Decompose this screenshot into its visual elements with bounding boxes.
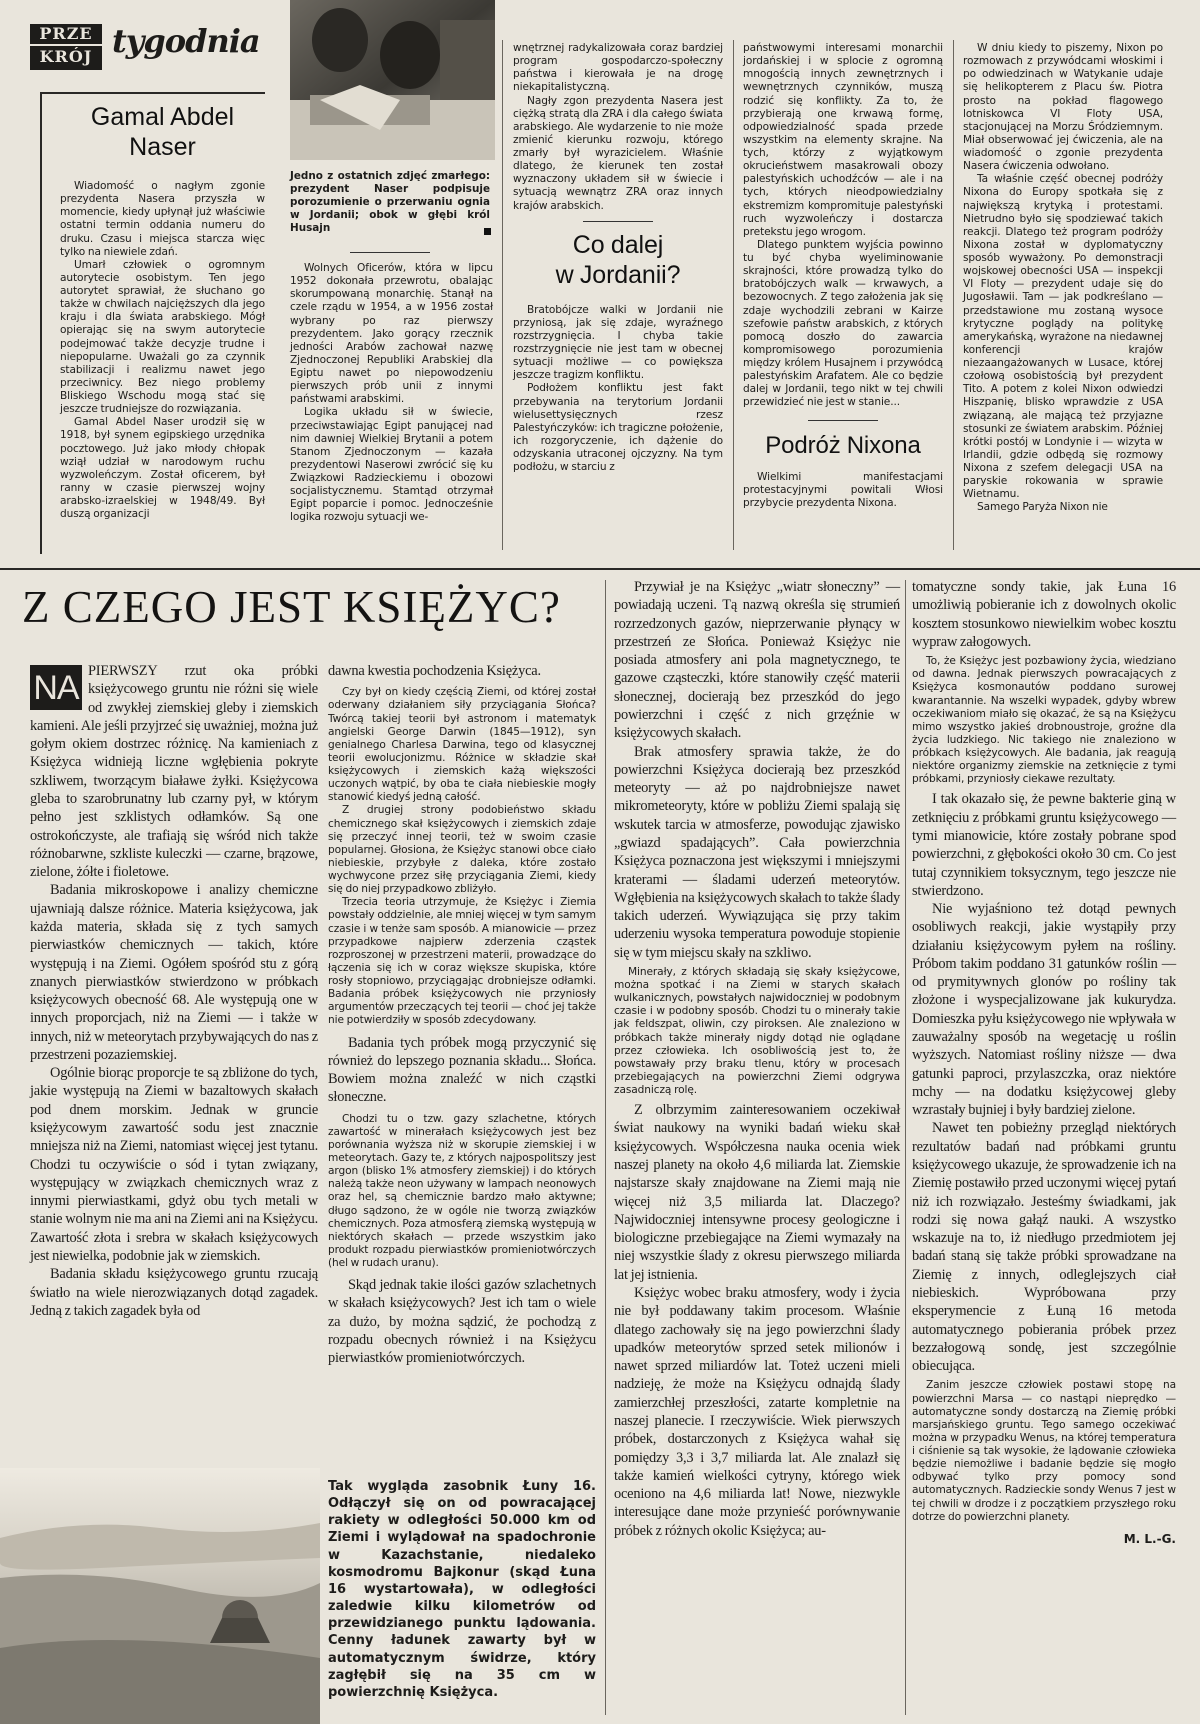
col-naser xyxy=(40,92,265,554)
moon-col-d: tomatyczne sondy takie, jak Łuna 16 umożliwią pobieranie ich z dowolnych okolic kosztem stosunkowo niewielkim wobec kosztu wypraw załogowych. To, że Księżyc jest pozbawiony życia, wiedziano od dawna. Jednak pierwszych powracających z Księżyca kosmonautów poddano surowej kwarantannie. Na wszelki wypadek, gdyby wbrew oczekiwaniom miało się okazać, że są na Księżycu mimo wszystko jakieś drobnoustroje, groźne dla życia ludzkiego. Nic takiego nie znaleziono w próbkach księżycowych. Ale badania, jak reagują niektóre organizmy ziemskie na zetknięcie z tymi próbkami, przyniosły ciekawe rezultaty. I tak okazało się, że pewne bakterie giną w zetknięciu z próbkami gruntu księżycowego — tymi mianowicie, które zostały pobrane spod powierzchni, z głębokości około 30 cm. Co jest tutaj czynnikiem toksycznym, tego jeszcze nie stwierdzono. Nie wyjaśniono też dotąd pewnych osobliwych reakcji, jakie wystąpiły przy działaniu księżycowym pyłem na rośliny. Próbom takim poddano 31 gatunków roślin — od prymitywnych glonów po rośliny tak złożone i wyspecjalizowane jak kukurydza. Domieszka pyłu księżycowego nie wpływała w zauważalny sposób na wegetację u roślin wyższych. Natomiast rośliny niższe — dwa gatunki paproci, przylaszczka, oraz niektóre mchy — na dodatku księżycowej gleby wzrastały bujniej i były bardziej zielone. Nawet ten pobieżny przegląd niektórych rezultatów badań nad próbkami gruntu księżycowego ukazuje, że sprowadzenie ich na Ziemię postawiło przed uczonymi więcej pytań niż ich rozwiązało. Jesteśmy świadkami, jak rodzi się nowa gałąź nauki. A wszystko wskazuje na to, iż niedługo przedmiotem jej badań staną się także próbki sprowadzane na Ziemię z innych, odleglejszych ciał niebieskich. Wypróbowana przy eksperymencie z Łuną 16 metoda automatycznego pobierania próbek przez bezzałogową sondę, jest szczególnie obiecująca. Zanim jeszcze człowiek postawi stopę na powierzchni Marsa — co nastąpi nieprędko — automatyczne sondy dostarczą na Ziemię próbki marsjańskiego gruntu. Tego samego oczekiwać można w przypadku Wenus, na której temperatura i ciśnienie są tak wysokie, że lądowanie człowieka będzie niemożliwe i badanie będzie się mogło odbywać tylko przy pomocy sond automatycznych. Radzieckie sondy Wenus 7 jest w tej chwili w drodze i z początkiem przyszłego roku dotrze do powierzchni planety. M. L.-G. xyxy=(912,579,1176,1546)
masthead-script: tygodnia xyxy=(112,22,260,60)
short-rule xyxy=(350,252,430,253)
rule xyxy=(605,580,606,1715)
rule xyxy=(905,580,906,1715)
naser-title-2: Naser xyxy=(129,133,196,161)
logo: PRZE KRÓJ xyxy=(30,24,102,70)
col-jordan: wnętrznej radykalizowała coraz bardziej program gospodarczo-społeczny państwa i kierowała je na drogę niekapitalistyczną. Nagły zgon prezydenta Nasera jest ciężką stratą dla ZRA i dla całego świata arabskiego. Ale wydarzenie to nie może zmienić kierunku rozwoju, którego zmarły był wyrazicielem. Właśnie dlatego, że kierunek ten został wyznaczony układem sił w świecie i sytuacją wewnątrz ZRA oraz innych krajów arabskich. Co dalej w Jordanii? Bratobójcze walki w Jordanii nie przyniosą, jak się zdaje, wyraźnego rozstrzygnięcia. I chyba takie rozstrzygnięcie nie jest tam w obecnej sytuacji możliwe — co powiększa jeszcze tragizm konfliktu. Podłożem konfliktu jest fakt przebywania na terytorium Jordanii wielusettysięcznych rzesz Palestyńczyków: ich tragiczne położenie, ich rozgoryczenie, ich dążenie do odzyskania utraconej ojczyzny. Na tym podłożu, w starciu z xyxy=(513,42,723,474)
photo-luna16-caption: Tak wygląda zasobnik Łuny 16. Odłączył się on od powracającej rakiety w odległości 50.000 km od Ziemi i wylądował na spadochronie w Kazachstanie, niedaleko kosmodromu Bajkonur (skąd Łuna 16 wystartowała), w odległości zaledwie kilku kilometrów od przewidzianego punktu lądowania. Cenny ładunek zawarty był w automatycznym świdrze, który zagłębił się na 35 cm w powierzchnię Księżyca. xyxy=(328,1479,596,1700)
col-jordan-2: państwowymi interesami monarchii jordańskiej i w splocie z ogromną mnogością innych zewnętrznych i wewnętrznych czynników, muszą rodzić się konflikty. Za to, że przybierają one krwawą formę, odpowiedzialność spada przede wszystkim na elementy skrajne. Na tych, którzy z wyjątkowym okrucieństwem masakrowali obozy palestyńskich uchodźców — ale i na tych, których nieodpowiedzialny ekstremizm kompromituje palestyński ruch wyzwoleńczy i dostarcza pretekstu jego wrogom. Dlatego punktem wyjścia powinno tu być chyba wyeliminowanie skrajności, które prowadzą tylko do bratobójczych walk — krwawych, a bezowocnych. Z tego założenia jak się zdaje wychodzili zebrani w Kairze szefowie państw arabskich, z których pomocą doszło do zawarcia kompromisowego porozumienia między królem Husajnem i przywódcą palestyńskim Arafatem. Ale co będzie dalej w Jordanii, tego nikt w tej chwili przewidzieć nie jest w stanie... Podróż Nixona Wielkimi manifestacjami protestacyjnymi powitali Włosi przybycie prezydenta Nixona. xyxy=(743,42,943,509)
moon-col-a: NA PIERWSZY rzut oka próbki księżycowego gruntu nie różni się wiele od zwykłej ziemskiej gleby i ziemskich kamieni. Ale jeśli przyjrzeć się uważniej, można już gołym okiem dostrzec różnicę. Na kamieniach z Księżyca widnieją liczne wgłębienia pokryte szkliwem, tworzącym białawe żyłki. Księżycowa gleba to szarobrunatny lub czarny pył, w którym pełno jest szklistych odłamków. Są one ostrokończyste, ale trafiają się wśród nich także różnobarwne, szkliste kuleczki — czarne, brązowe, zielone, żółte i fioletowe. Badania mikroskopowe i analizy chemiczne ujawniają dalsze różnice. Materia księżycowa, jak każda materia, składa się z tych samych pierwiastków chemicznych — takich, które występują i na Ziemi. Ogółem spośród stu z górą znanych pierwiastków stwierdzono w próbkach księżycowych obecność 68. Ale występują one w innych proporcjach, niż na Ziemi — i także w innych, niż w meteorytach przybywających do nas z przestrzeni pozaziemskiej. Ogólnie biorąc proporcje te są zbliżone do tych, jakie występują na Ziemi w bazaltowych skałach pod dnem morskim. Jednak w gruncie księżycowym zawartość sodu jest znacznie mniejsza niż na Ziemi, natomiast więcej jest tytanu. Chodzi tu oczywiście o sód i tytan związany, występujący w związkach chemicznych wraz z innymi pierwiastkami, gdyż obu tych metali w stanie wolnym nie ma ani na Ziemi ani na Księżycu. Zawartość złota i srebra w skałach księżycowych jest niewielka, podobnie jak w ziemskich. Badania składu księżycowego gruntu rzucają światło na wiele nierozwiązanych dotąd zagadek. Jedną z takich zagadek była od xyxy=(30,663,318,1319)
photo-naser-caption: Jedno z ostatnich zdjęć zmarłego: prezydent Naser podpisuje porozumienie o przerwaniu ognia w Jordanii; obok w głębi król Husajn xyxy=(290,170,490,234)
dropcap: NA xyxy=(30,665,82,710)
naser-title-1: Gamal Abdel xyxy=(90,103,235,131)
moon-col-b: dawna kwestia pochodzenia Księżyca. Czy był on kiedy częścią Ziemi, od której został oderwany działaniem siły przyciągania Słońca? Twórcą takiej teorii był astronom i matematyk angielski George Darwin (1845—1912), syn genialnego Charlesa Darwina, tego od klasycznej teorii ewolucjonizmu. Różnice w składzie skał księżycowych i ziemskich każą większości uczonych wątpić, by oba te ciała niebieskie mogły stanowić kiedyś jedną całość. Z drugiej strony podobieństwo składu chemicznego skał księżycowych i ziemskich zdaje się przeczyć innej teorii, też w swoim czasie popularnej. Głosiona, że Księżyc stanowi obce ciało niebieskie, przybyłe z daleka, które zostało wychwycone przez siłę przyciągania Ziemi, kiedy się do niej przypadkowo zbliżyło. Trzecia teoria utrzymuje, że Księżyc i Ziemia powstały oddzielnie, ale mniej więcej w tym samym czasie i w tenże sam sposób. A mianowicie — przez przypadkowe najpierw zderzenia cząstek rozproszonej w przestrzeni materii, prowadzące do łączenia się ich w coraz większe skupiska, które rosły stopniowo, przyciągając drobniejsze odłamki. Badania próbek księżycowych nie przyniosły argumentów przeczących tej teorii — choć jej także nie potwierdziły w sposób zdecydowany. Badania tych próbek mogą przyczynić się również do lepszego poznania składu... Słońca. Bowiem można znaleźć w nich cząstki słoneczne. Chodzi tu o tzw. gazy szlachetne, których zawartość w minerałach księżycowych jest bez porównania wyższa niż w skorupie ziemskiej i w meteorytach. Gazy te, z których najpospolitszy jest argon (blisko 1% atmosfery ziemskiej) i do których należą także neon używany w lampach neonowych oraz hel, są chemicznie bardzo mało aktywne; długo sądzono, że w ogóle nie tworzą związków chemicznych. Poza atmosferą ziemską występują w niektórych skałach — przede wszystkim jako produkt rozpadu pierwiastków promieniotwórczych (hel w rudach uranu). Skąd jednak takie ilości gazów szlachetnych w skałach księżycowych? Jest ich tam o wiele za dużo, by można sądzić, że pochodzą z rozpadu obecnych również i na Księżycu pierwiastków promieniotwórczych. xyxy=(328,663,596,1367)
short-rule xyxy=(808,420,878,421)
moon-title: Z CZEGO JEST KSIĘŻYC? xyxy=(22,582,561,632)
photo-luna16 xyxy=(0,1468,320,1724)
nixon-title: Podróż Nixona xyxy=(765,431,921,459)
photo-naser xyxy=(290,0,495,160)
photo-naser-image xyxy=(290,0,495,160)
short-rule xyxy=(583,221,653,222)
rule xyxy=(953,40,954,550)
jordan-title-2: w Jordanii? xyxy=(555,260,681,289)
col-nixon: W dniu kiedy to piszemy, Nixon po rozmowach z przywódcami włoskimi i po odwiedzinach w Watykanie udaje się helikopterem z Placu św. Piotra prosto na pokład flagowego lotniskowca VI Floty USA, stacjonującej na Morzu Śródziemnym. Miał obserwować jej ćwiczenia, ale na wiadomość o zgonie prezydenta Nasera ćwiczenia odwołano. Ta właśnie część obecnej podróży Nixona do Europy spotkała się z największą krytyką i protestami. Nietrudno było się spodziewać takich reakcji. Dlatego też program podróży Nixona został w dyplomatyczny sposób wyważony. Po demonstracji wojskowej obecności USA — inspekcji VI Floty — prezydent udaje się do Jugosławii. Tam — jak podkreślano — przedstawione mu zostaną wysoce krytyczne poglądy na politykę amerykańską, wyrażone na niedawnej konferencji krajów niezaangażowanych w Lusace, której czołową osobistością był prezydent Tito. A potem z kolei Nixon odwiedzi Hiszpanię, blisko wprawdzie z USA związaną, ale mającą też przyjazne stosunki ze światem arabskim. Później krótki postój w Londynie i — wizyta w Irlandii, gdzie odbędą się rozmowy Nixona z szefem delegacji USA na paryskie rokowania w sprawie Wietnamu. Samego Paryża Nixon nie xyxy=(963,42,1163,514)
moon-col-c: Przywiał je na Księżyc „wiatr słoneczny” — powiadają uczeni. Tą nazwą określa się strumień rozrzedzonych gazów, nieprzerwanie płynący w przestrzeń ze Słońca. Ponieważ Księżyc nie posiada atmosfery ani pola magnetycznego, te gazowe cząsteczki, które stanowiły część materii słonecznej, docierają bez przeszkód do jego powierzchni i część z nich grzęźnie w księżycowych skałach. Brak atmosfery sprawia także, że do powierzchni Księżyca docierają bez przeszkód meteoryty — aż po najdrobniejsze nawet mikrometeoryty, które w pobliżu Ziemi spalają się wskutek tarcia w atmosferze, powodując zjawisko „gwiazd spadających”. Cała powierzchnia Księżyca poznaczona jest większymi i mniejszymi kraterami — śladami uderzeń meteorytów. Wgłębienia na księżycowych skałach to także ślady takich uderzeń. Wywiązująca się przy takim uderzeniu wysoka temperatura powoduje stopienie się w tym miejscu skały na szkliwo. Minerały, z których składają się skały księżycowe, można spotkać i na Ziemi w starych skałach wulkanicznych, powstałych najwidoczniej w podobnym czasie i w podobny sposób. Chodzi tu o minerały takie jak feldszpat, oliwin, czy piroksen. Ale znaleziono w próbkach także minerały nigdy dotąd nie oglądane przez człowieka. Ich osobliwością jest to, że powstawały przy braku tlenu, który w procesach przebiegających na powierzchni Ziemi odgrywa zasadniczą rolę. Z olbrzymim zainteresowaniem oczekiwał świat naukowy na wyniki badań wieku skał księżycowych. Współczesna nauka ocenia wiek naszej planety na około 4,6 miliarda lat. Ziemskie najstarsze skały znajdowane na Ziemi mają nie więcej niż 3,5 miliarda lat. Dlaczego? Najwidoczniej intensywne procesy geologiczne i biologiczne przebiegające na Ziemi wymazały na niej wszystkie ślady z okresu pierwszego miliarda lat jej istnienia. Księżyc wobec braku atmosfery, wody i życia nie był poddawany takim procesom. Właśnie dlatego zachowały się na jego powierzchni ślady upadków meteorytów sprzed setek milionów i nawet sprzed miliardów lat. Toteż uczeni mieli nadzieję, że może na Księżycu odnajdą ślady zamierzchłej przeszłości, zatarte kompletnie na naszej planecie. I rzeczywiście. Wiek pierwszych próbek, dostarczonych z Księżyca wahał się pomiędzy 3,3 i 3,7 miliarda lat. Ale znalazł się także kamień wielkości cytryny, którego wiek oceniono na 4,6 miliarda lat! Nowe, niezwykle interesujące dane może przynieść porównywanie próbek z różnych okolic Księżyca; au- xyxy=(614,579,900,1539)
masthead xyxy=(30,22,270,72)
rule xyxy=(502,40,503,550)
jordan-title-1: Co dalej xyxy=(572,230,664,259)
naser-text: Wiadomość o nagłym zgonie prezydenta Nasera przyszła w momencie, kiedy upłynął już właściwie ostatni termin oddania numeru do druku. Czasu i miejsca starcza więc tylko na niewiele zdań. Umarł człowiek o ogromnym autorytecie osobistym. Ten jego autorytet sprawiał, że słuchano go także w chwilach najcięższych dla jego kraju i dla świata arabskiego. Mógł opierając się na swym autorytecie podejmować także decyzje trudne i niepopularne. Uważali go za czynnik stabilizacji i realizmu nawet jego przeciwnicy. Bez niego problemy Bliskiego Wschodu mogą stać się jeszcze trudniejsze do rozwiązania. Gamal Abdel Naser urodził się w 1918, był synem egipskiego urzędnika pocztowego. Już jako młody chłopak wziął udział w narodowym ruchu wyzwoleńczym. Został oficerem, był ranny w czasie pierwszej wojny arabsko-izraelskiej w 1948/49. Był duszą organizacji xyxy=(60,180,265,521)
signature: M. L.-G. xyxy=(1123,1531,1176,1546)
section-divider xyxy=(0,568,1200,570)
caption-end-mark xyxy=(484,228,491,235)
rule xyxy=(733,40,734,550)
photo-luna16-image xyxy=(0,1468,320,1724)
col-naser-2: Wolnych Oficerów, która w lipcu 1952 dokonała przewrotu, obalając skorumpowaną monarchię. Stanął na czele rządu w 1954, a w 1956 został wybrany po raz pierwszy prezydentem. Jako gorący rzecznik jedności Arabów zachował nazwę Zjednoczonej Republiki Arabskiej dla Egiptu nawet po niepowodzeniu pierwszych prób unii z innymi państwami arabskimi. Logika układu sił w świecie, przeciwstawiając Egipt panującej nad nim dawniej Wielkiej Brytanii a potem Stanom Zjednoczonym — kazała prezydentowi Naserowi zwrócić się ku Związkowi Radzieckiemu i obozowi socjalistycznemu. Stamtąd otrzymał Egipt poparcie i pomoc. Jednocześnie logika rozwoju sytuacji we- xyxy=(290,262,493,524)
